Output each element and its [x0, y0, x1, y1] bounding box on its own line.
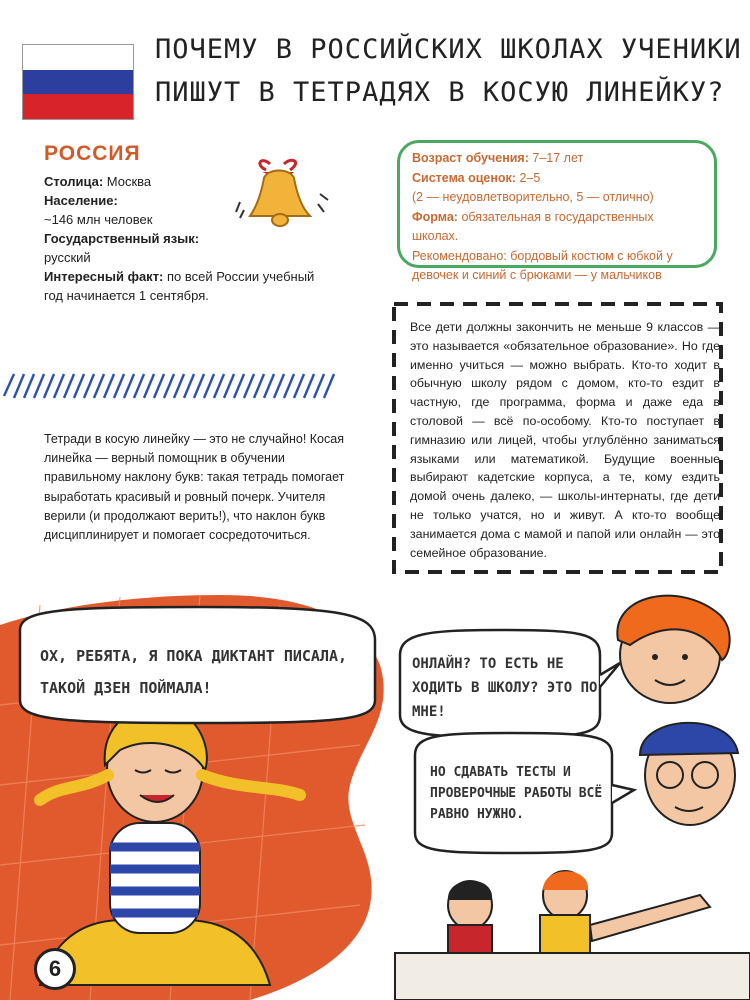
age-value: 7–17 лет: [528, 151, 584, 165]
flag-stripe-blue: [23, 70, 133, 95]
population-value: ~146 млн человек: [44, 212, 153, 227]
grades-note: (2 — неудовлетворительно, 5 — отлично): [412, 190, 654, 204]
fact-label: Интересный факт:: [44, 269, 164, 284]
school-info-box: [397, 140, 717, 282]
education-text: Все дети должны закончить не меньше 9 классов — это называется «обязательное образование». Но где именно учиться — можно выбрать. Кто-то ходит в обычную школу рядом с домом, кто-то ездит в частную, где программа, форма и даже еда в столовой — всё по-особому. Кто-то поступает в гимназию или лицей, чтобы углублённо заниматься языками или математикой. Будущие военные выбирают кадетские корпуса, а те, кому ездить домой очень далеко, — школы-интернаты, где дети не только учатся, но и живут. А кто-то вообще занимается дома с мамой и папой или онлайн — это семейное образование.: [410, 320, 720, 560]
age-label: Возраст обучения:: [412, 151, 529, 165]
page-number: 6: [34, 948, 76, 990]
girl-speech-text: ОХ, РЕБЯТА, Я ПОКА ДИКТАНТ ПИСАЛА, ТАКОЙ ДЗЕН ПОЙМАЛА!: [40, 647, 348, 697]
russia-flag: [22, 44, 134, 120]
capital-value: Москва: [103, 174, 152, 189]
recommend-text: Рекомендовано: бордовый костюм с юбкой у девочек и синий с брюками — у мальчиков: [412, 248, 673, 282]
grades-value: 2–5: [515, 170, 541, 185]
language-label: Государственный язык:: [44, 231, 200, 246]
form-value: обязательная в государственных школах.: [412, 209, 654, 243]
grades-label: Система оценок:: [412, 170, 516, 185]
flag-stripe-red: [23, 94, 133, 119]
bell-icon: [232, 150, 342, 235]
language-value: русский: [44, 250, 91, 265]
redhair-speech-text: ОНЛАЙН? ТО ЕСТЬ НЕ ХОДИТЬ В ШКОЛУ? ЭТО ПО МНЕ!: [412, 656, 598, 720]
redhair-boy: [617, 596, 729, 703]
fact-value: по всей России учебный год начинается 1 сентября.: [44, 269, 315, 303]
blue-stroke-decoration: [0, 368, 345, 402]
notebook-paragraph: Тетради в косую линейку — это не случайно! Косая линейка — верный помощник в обучении правильному наклону букв: такая тетрадь помогает выработать красивый и ровный почерк. Учителя верили (и продолжают верить!), что наклон букв дисциплинирует и помогает сосредоточиться.: [44, 432, 345, 543]
students-at-desk: [395, 871, 750, 1000]
glasses-boy: [640, 723, 738, 825]
country-name: РОССИЯ: [44, 142, 141, 165]
population-label: Население:: [44, 193, 118, 208]
capital-label: Столица:: [44, 174, 104, 189]
flag-stripe-white: [23, 45, 133, 70]
glasses-speech-text: НО СДАВАТЬ ТЕСТЫ И ПРОВЕРОЧНЫЕ РАБОТЫ ВСЁ РАВНО НУЖНО.: [430, 765, 603, 822]
page-title: ПОЧЕМУ В РОССИЙСКИХ ШКОЛАХ УЧЕНИКИ ПИШУТ В ТЕТРАДЯХ В КОСУЮ ЛИНЕЙКУ?: [155, 34, 742, 108]
form-label: Форма:: [412, 209, 458, 224]
